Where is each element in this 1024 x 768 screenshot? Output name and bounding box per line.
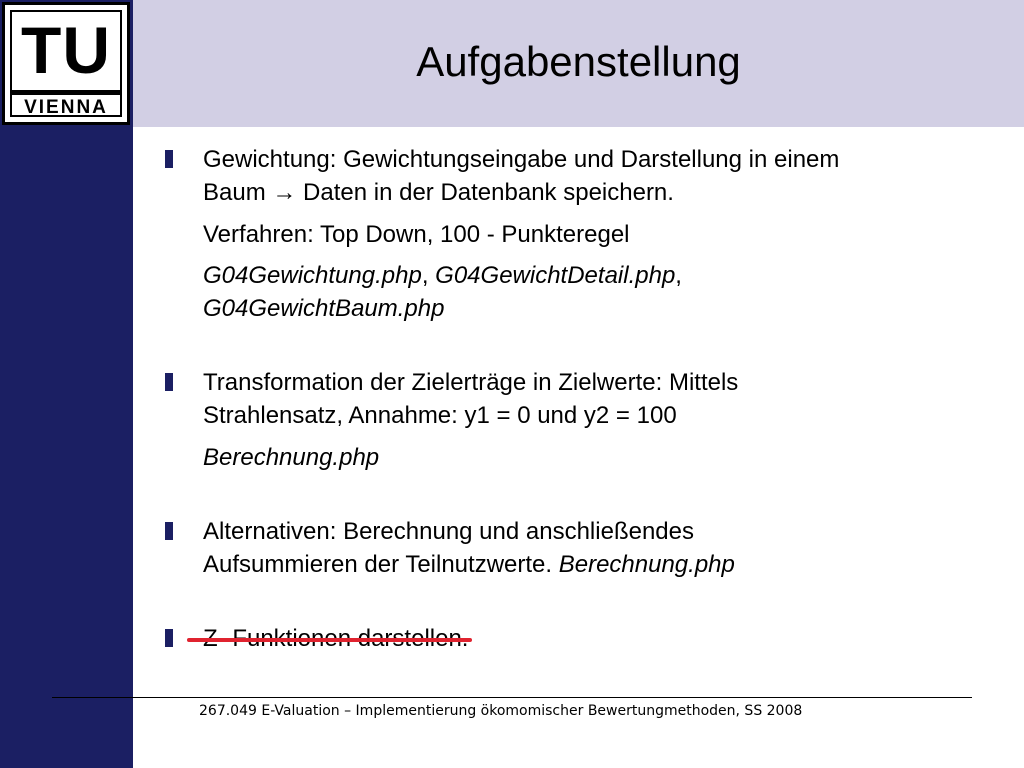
- file-name: G04Gewichtung.php: [203, 262, 422, 289]
- file-name: G04GewichtDetail.php: [435, 262, 676, 289]
- bullet-item-weighting: [162, 143, 982, 209]
- bullet-line: Aufsummieren der Teilnutzwerte. Berechnung.php: [203, 551, 735, 578]
- bullet-item-z-functions: [162, 622, 982, 655]
- bullet-line: Gewichtung: Gewichtungseingabe und Darstellung in einem: [203, 146, 840, 173]
- bullet-marker-icon: [165, 629, 173, 647]
- slide-title: Aufgabenstellung: [416, 38, 741, 85]
- bullet-line: Baum → Daten in der Datenbank speichern.: [203, 179, 674, 206]
- file-list: G04Gewichtung.php, G04GewichtDetail.php, G04GewichtBaum.php: [203, 262, 682, 322]
- logo-divider: [12, 90, 120, 95]
- strikethrough-line: [187, 638, 472, 642]
- slide-content: [162, 143, 982, 655]
- bullet-marker-icon: [165, 373, 173, 391]
- file-name: G04GewichtBaum.php: [203, 295, 445, 322]
- bullet-marker-icon: [165, 522, 173, 540]
- footer-divider: [52, 697, 972, 698]
- file-name: Berechnung.php: [558, 551, 735, 578]
- file-list: [162, 441, 982, 474]
- tu-vienna-logo: [2, 2, 130, 125]
- bullet-item-alternatives: [162, 515, 982, 581]
- bullet-item-transformation: [162, 366, 982, 432]
- footer-text: 267.049 E-Valuation – Implementierung ökomomischer Bewertungmethoden, SS 2008: [199, 703, 803, 719]
- logo-text-tu: TU: [21, 13, 111, 87]
- bullet-marker-icon: [165, 150, 173, 168]
- bullet-line: Strahlensatz, Annahme: y1 = 0 und y2 = 100: [203, 402, 677, 429]
- struck-text: [203, 622, 468, 655]
- bullet-line: Alternativen: Berechnung und anschließendes: [203, 518, 694, 545]
- method-text: Verfahren: Top Down, 100 - Punkteregel: [203, 221, 630, 248]
- logo-text-vienna: VIENNA: [24, 97, 108, 118]
- bullet-line: Transformation der Zielerträge in Zielwerte: Mittels: [203, 369, 739, 396]
- right-arrow-icon: →: [272, 179, 297, 206]
- file-name: Berechnung.php: [203, 444, 380, 471]
